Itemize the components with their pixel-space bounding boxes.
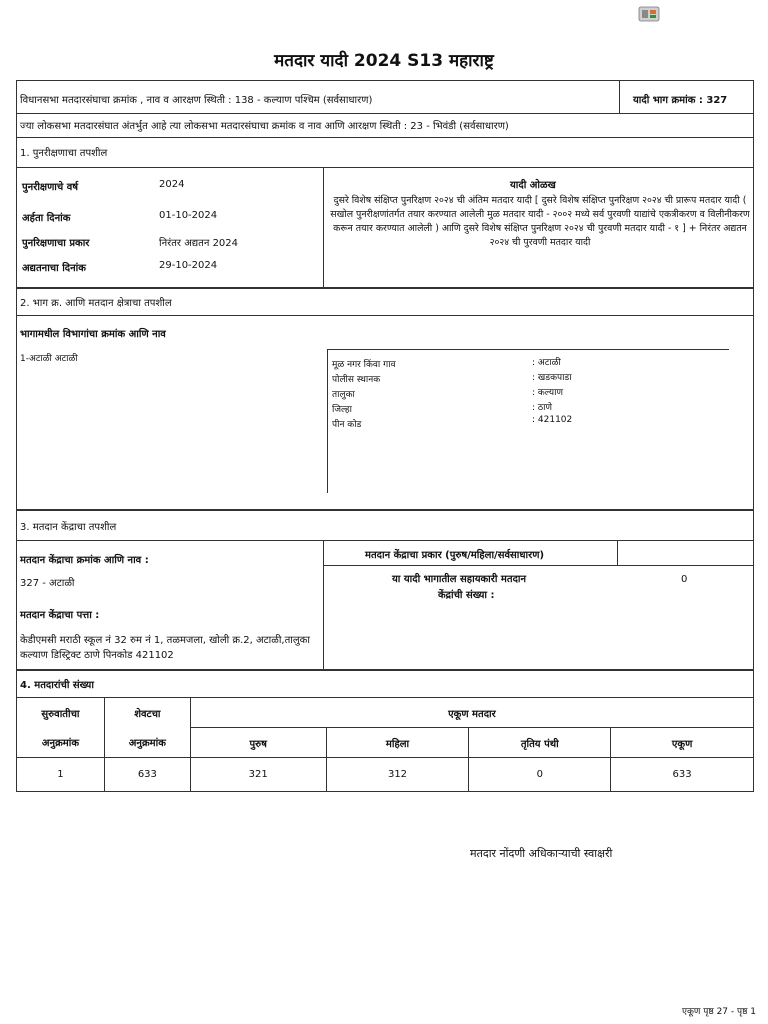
assembly-line: विधानसभा मतदारसंघाचा क्रमांक , नाव व आरक्षण स्थिती : 138 - कल्याण पश्चिम (सर्वसाधारण) <box>20 95 373 106</box>
end-serial: 633 <box>104 758 190 792</box>
taluka-value: : कल्याण <box>532 388 563 398</box>
col-third: तृतिय पंथी <box>520 738 559 750</box>
pincode-value: : 421102 <box>532 415 573 425</box>
revision-type-label: पुनरिक्षणाचा प्रकार <box>22 238 90 249</box>
qualifying-date-value: 01-10-2024 <box>159 210 218 221</box>
qualifying-date-label: अर्हता दिनांक <box>22 213 71 224</box>
table-header-row-2 <box>17 728 754 758</box>
section-item: 1-अटाळी अटाळी <box>20 354 78 364</box>
page-title: मतदार यादी 2024 S13 महाराष्ट्र <box>274 51 494 71</box>
pincode-label: पीन कोड <box>332 420 362 430</box>
col-male: पुरुष <box>249 738 267 750</box>
update-date-value: 29-10-2024 <box>159 260 218 271</box>
total-count: 633 <box>611 758 754 792</box>
col-end-2: अनुक्रमांक <box>128 738 166 750</box>
revision-type-value: निरंतर अद्यतन 2024 <box>159 238 239 249</box>
voter-count-table <box>16 697 754 792</box>
section1-heading: 1. पुनरीक्षणाचा तपशील <box>20 148 108 159</box>
section4-heading: 4. मतदारांची संख्या <box>20 680 94 691</box>
station-type-label: मतदान केंद्राचा प्रकार (पुरुष/महिला/सर्वसाधारण) <box>365 550 545 561</box>
yadi-heading: यादी ओळख <box>510 180 556 191</box>
yadi-description: दुसरे विशेष संक्षिप्त पुनरिक्षण २०२४ ची अंतिम मतदार यादी [ दुसरे विशेष संक्षिप्त पुनरिक्षण २०२४ ची प्रारूप मतदार यादी ( सखोल पुनरीक्षणांतर्गत तयार करण्यात आलेली मुळ मतदार यादी - २००२ मध्ये सर्व पुरवणी याद्यांचे एकत्रीकरण व विलीनीकरण करून तयार करण्यात आलेली ) आणि दुसरे विशेष संक्षिप्त पुनरिक्षण २०२४ ची पुरवणी मतदार यादी - १ ] + निरंतर अद्यतन २०२४ ची पुरवणी मतदार यादी <box>330 195 750 248</box>
village-value: : अटाळी <box>532 358 561 368</box>
table-row <box>17 758 754 792</box>
col-total: एकूण <box>671 738 693 750</box>
col-start-2: अनुक्रमांक <box>41 738 80 750</box>
section3-heading: 3. मतदान केंद्राचा तपशील <box>20 522 117 533</box>
col-start-1: सुरुवातीचा <box>41 708 80 720</box>
section4-heading-box <box>16 670 754 698</box>
col-total-group: एकूण मतदार <box>448 708 496 720</box>
police-station-label: पोलीस स्थानक <box>332 375 381 385</box>
district-value: : ठाणे <box>532 403 552 413</box>
station-label: मतदान केंद्राचा क्रमांक आणि नाव : <box>20 555 149 566</box>
col-female: महिला <box>385 738 410 750</box>
district-label: जिल्हा <box>332 405 352 415</box>
male-count: 321 <box>190 758 326 792</box>
address-value: केडीएमसी मराठी स्कूल नं 32 रुम नं 1, तळमजला, खोली क्र.2, अटाळी,तालुका कल्याण डिस्ट्रिक्ट ठाणे पिनकोड 421102 <box>20 635 310 661</box>
election-commission-logo <box>637 3 661 25</box>
police-station-value: : खडकपाडा <box>532 373 572 383</box>
sections-subheading: भागामधील विभागांचा क्रमांक आणि नाव <box>20 329 166 340</box>
station-value: 327 - अटाळी <box>20 578 75 589</box>
col-end-1: शेवटचा <box>134 708 161 720</box>
update-date-label: अद्यतनाचा दिनांक <box>22 263 86 274</box>
page-footer: एकूण पृष्ठ 27 - पृष्ठ 1 <box>682 1007 756 1017</box>
revision-year-label: पुनरीक्षणाचे वर्ष <box>22 182 79 193</box>
aux-stations-label-2: केंद्रांची संख्या : <box>438 590 495 601</box>
address-label: मतदान केंद्राचा पत्ता : <box>20 610 100 621</box>
third-gender-count: 0 <box>469 758 611 792</box>
lok-sabha-line: ज्या लोकसभा मतदारसंघात अंतर्भुत आहे त्या लोकसभा मतदारसंघाचा क्रमांक व नाव आणि आरक्षण स्थिती : 23 - भिवंडी (सर्वसाधारण) <box>20 121 509 132</box>
female-count: 312 <box>326 758 469 792</box>
aux-stations-label-1: या यादी भागातील सहायकारी मतदान <box>392 574 527 585</box>
section2-heading: 2. भाग क्र. आणि मतदान क्षेत्राचा तपशील <box>20 298 172 309</box>
start-serial: 1 <box>17 758 105 792</box>
signature-label: मतदार नोंदणी अधिकाऱ्याची स्वाक्षरी <box>470 847 613 860</box>
section2-box <box>16 288 754 510</box>
taluka-label: तालुका <box>332 390 355 400</box>
part-number: यादी भाग क्रमांक : 327 <box>633 95 728 106</box>
table-header-row-1 <box>17 698 754 728</box>
aux-stations-value: 0 <box>681 574 688 585</box>
revision-year-value: 2024 <box>159 179 185 190</box>
village-label: मूळ नगर किंवा गाव <box>332 360 396 370</box>
